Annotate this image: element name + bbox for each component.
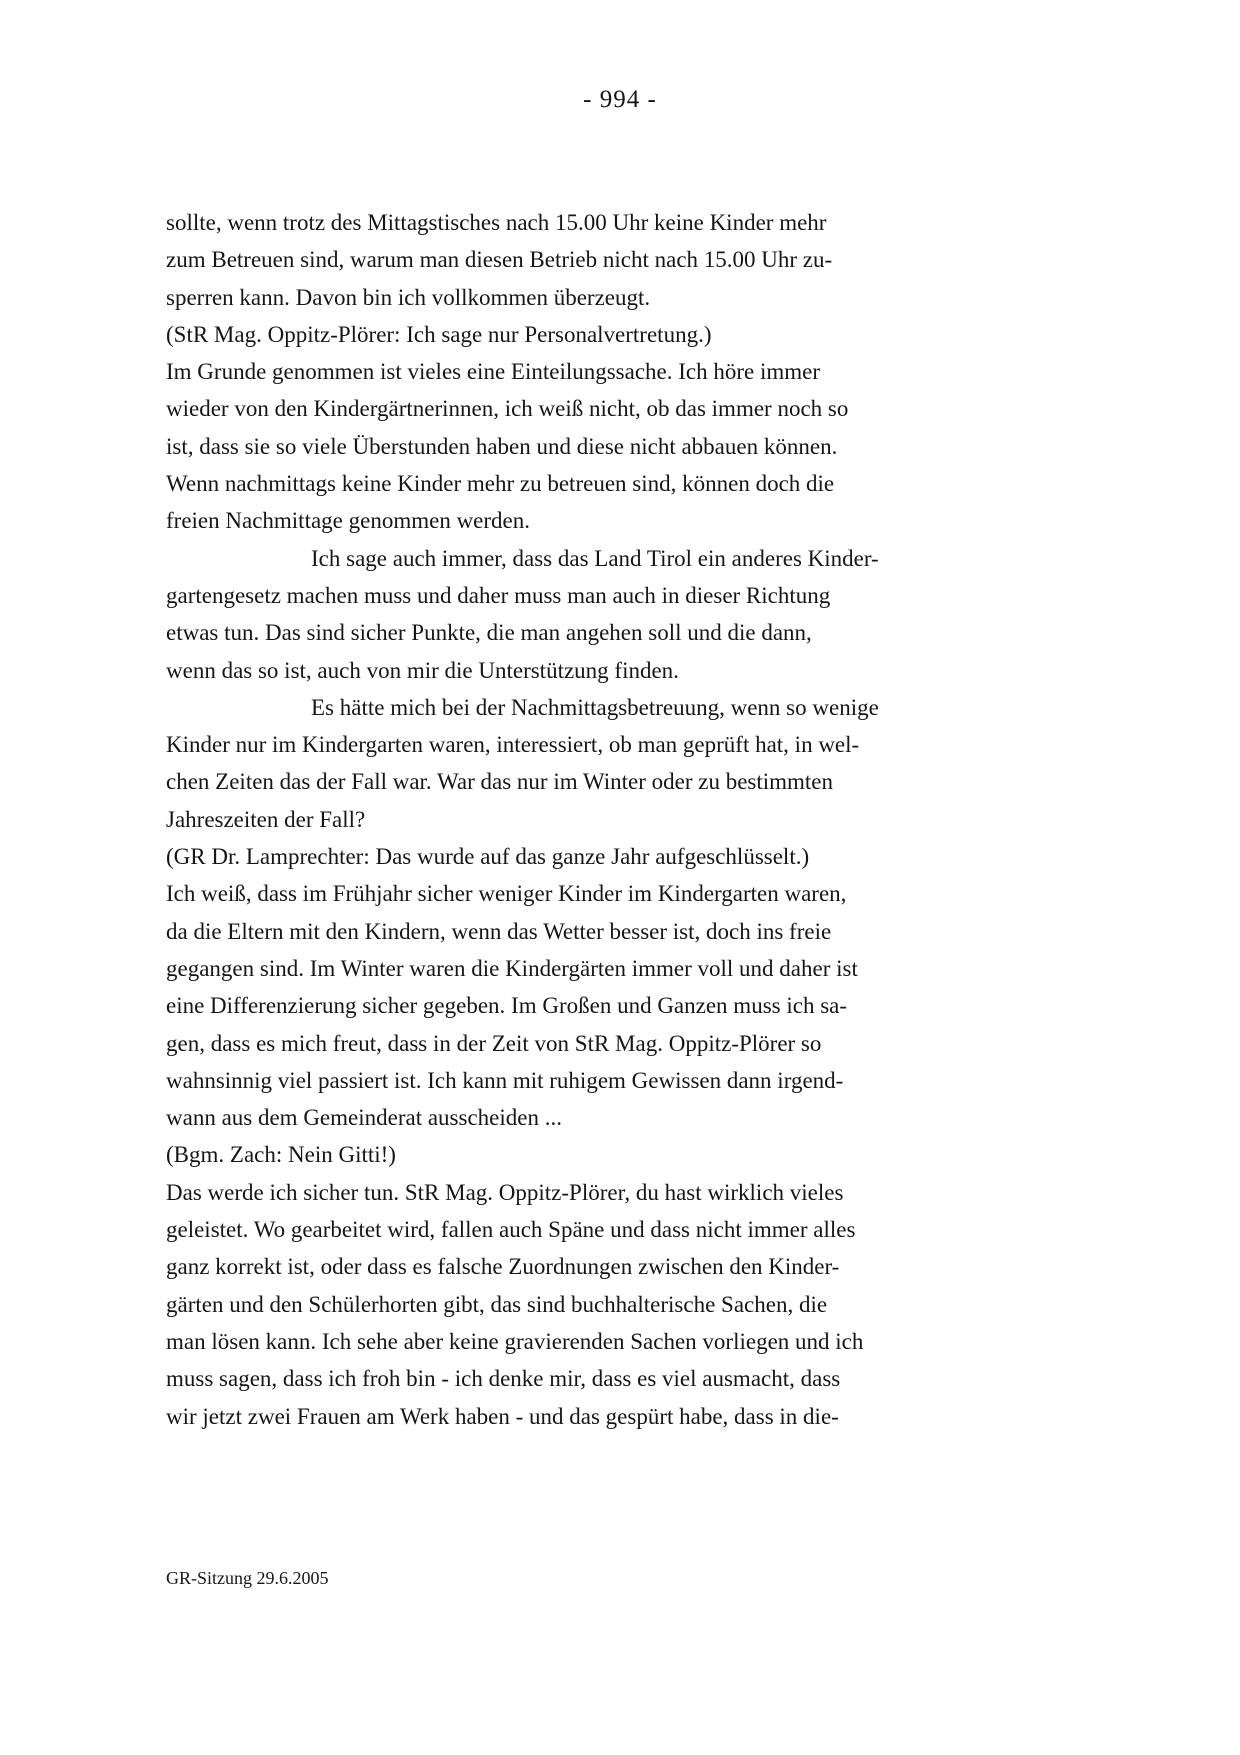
text-line: Wenn nachmittags keine Kinder mehr zu betreuen sind, können doch die	[166, 471, 835, 497]
text-line: (GR Dr. Lamprechter: Das wurde auf das ganze Jahr aufgeschlüsselt.)	[166, 844, 810, 870]
text-line: wir jetzt zwei Frauen am Werk haben - und das gespürt habe, dass in die-	[166, 1403, 839, 1429]
text-line: gegangen sind. Im Winter waren die Kindergärten immer voll und daher ist	[166, 955, 858, 981]
text-line: Kinder nur im Kindergarten waren, interessiert, ob man geprüft hat, in wel-	[166, 732, 860, 758]
text-line: Ich weiß, dass im Frühjahr sicher weniger Kinder im Kindergarten waren,	[166, 881, 847, 907]
body-text	[166, 204, 1166, 1435]
text-line: gartengesetz machen muss und daher muss man auch in dieser Richtung	[166, 582, 831, 608]
footer-text: GR-Sitzung 29.6.2005	[166, 1568, 329, 1588]
text-line: sperren kann. Davon bin ich vollkommen überzeugt.	[166, 284, 651, 310]
text-line: wann aus dem Gemeinderat ausscheiden ...	[166, 1105, 562, 1131]
text-line: Jahreszeiten der Fall?	[166, 806, 366, 832]
text-line: freien Nachmittage genommen werden.	[166, 508, 531, 534]
page-number: - 994 -	[583, 86, 657, 113]
text-line: eine Differenzierung sicher gegeben. Im Großen und Ganzen muss ich sa-	[166, 993, 848, 1019]
text-line: ganz korrekt ist, oder dass es falsche Zuordnungen zwischen den Kinder-	[166, 1254, 840, 1280]
text-line: Das werde ich sicher tun. StR Mag. Oppitz-Plörer, du hast wirklich vieles	[166, 1179, 844, 1205]
text-line: (StR Mag. Oppitz-Plörer: Ich sage nur Personalvertretung.)	[166, 321, 712, 347]
text-line: wahnsinnig viel passiert ist. Ich kann mit ruhigem Gewissen dann irgend-	[166, 1067, 844, 1093]
text-line: Es hätte mich bei der Nachmittagsbetreuung, wenn so wenige	[311, 694, 879, 720]
text-line: etwas tun. Das sind sicher Punkte, die man angehen soll und die dann,	[166, 620, 812, 646]
text-line: sollte, wenn trotz des Mittagstisches nach 15.00 Uhr keine Kinder mehr	[166, 210, 827, 235]
text-line: muss sagen, dass ich froh bin - ich denke mir, dass es viel ausmacht, dass	[166, 1366, 841, 1392]
text-line: zum Betreuen sind, warum man diesen Betrieb nicht nach 15.00 Uhr zu-	[166, 247, 833, 273]
text-line: (Bgm. Zach: Nein Gitti!)	[166, 1142, 396, 1168]
text-line: geleistet. Wo gearbeitet wird, fallen auch Späne und dass nicht immer alles	[166, 1217, 856, 1243]
text-line: Im Grunde genommen ist vieles eine Einteilungssache. Ich höre immer	[166, 359, 821, 385]
text-line: chen Zeiten das der Fall war. War das nur im Winter oder zu bestimmten	[166, 769, 834, 795]
text-line: wieder von den Kindergärtnerinnen, ich weiß nicht, ob das immer noch so	[166, 396, 849, 422]
text-line: man lösen kann. Ich sehe aber keine gravierenden Sachen vorliegen und ich	[166, 1328, 864, 1354]
text-line: da die Eltern mit den Kindern, wenn das Wetter besser ist, doch ins freie	[166, 918, 832, 944]
text-line: gärten und den Schülerhorten gibt, das sind buchhalterische Sachen, die	[166, 1291, 828, 1317]
text-line: Ich sage auch immer, dass das Land Tirol ein anderes Kinder-	[311, 545, 879, 571]
text-line: gen, dass es mich freut, dass in der Zeit von StR Mag. Oppitz-Plörer so	[166, 1030, 822, 1056]
text-line: wenn das so ist, auch von mir die Unterstützung finden.	[166, 657, 679, 683]
text-line: ist, dass sie so viele Überstunden haben und diese nicht abbauen können.	[166, 433, 838, 459]
